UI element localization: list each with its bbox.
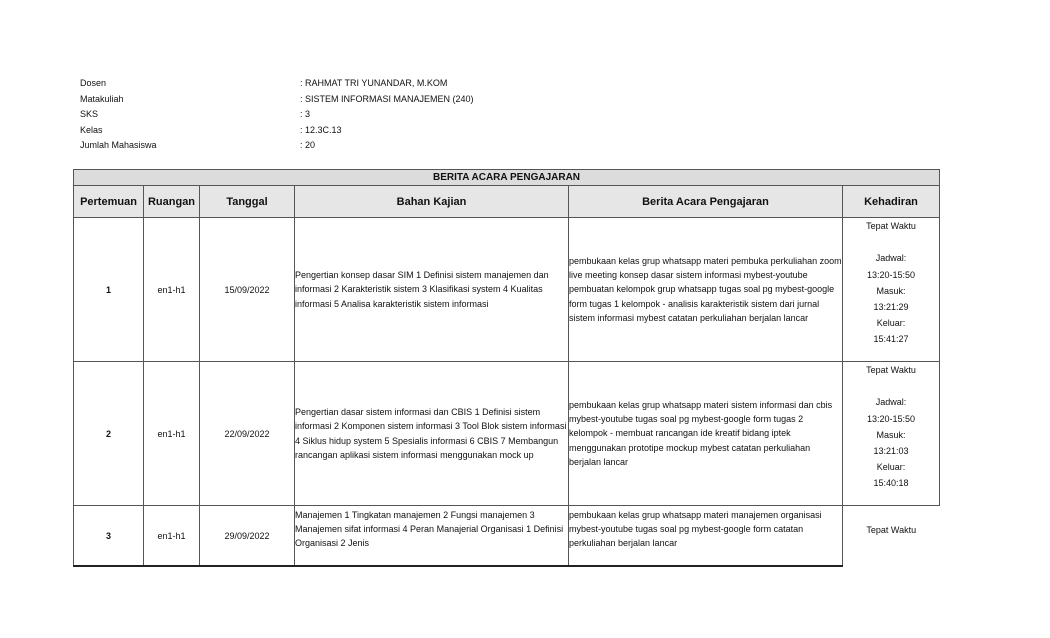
jumlah-mahasiswa-label: Jumlah Mahasiswa xyxy=(80,140,157,151)
jumlah-mahasiswa-value: : 20 xyxy=(300,140,316,151)
header-tanggal: Tanggal xyxy=(200,186,295,218)
ruangan-cell: en1-h1 xyxy=(144,506,200,567)
sks-label: SKS xyxy=(80,109,99,120)
matakuliah-label: Matakuliah xyxy=(80,93,124,104)
sks-value: : 3 xyxy=(300,109,311,120)
keluar-value: 15:41:27 xyxy=(873,334,909,345)
tanggal-cell: 29/09/2022 xyxy=(200,506,295,567)
tanggal-cell: 15/09/2022 xyxy=(200,218,295,362)
ruangan-cell: en1-h1 xyxy=(144,362,200,506)
teaching-report-table xyxy=(73,169,940,567)
attendance-status: Tepat Waktu xyxy=(866,221,916,231)
keluar-label: Keluar: xyxy=(876,462,906,473)
masuk-label: Masuk: xyxy=(876,285,906,296)
table-title-row xyxy=(74,170,940,186)
dosen-label: Dosen xyxy=(80,78,107,88)
matakuliah-row xyxy=(80,92,474,108)
bahan-kajian-cell: Pengertian dasar sistem informasi dan CBIS 1 Definisi sistem informasi 2 Komponen sistem informasi 3 Tool Blok sistem informasi 4 Siklus hidup system 5 Spesialis informasi 6 CBIS 7 Membangun rancangan aplikasi sistem informasi menggunakan mock up xyxy=(295,362,569,506)
kehadiran-cell xyxy=(843,506,940,567)
ruangan-cell: en1-h1 xyxy=(144,218,200,362)
attendance-status: Tepat Waktu xyxy=(866,365,916,375)
table-title: BERITA ACARA PENGAJARAN xyxy=(74,170,940,186)
kelas-label: Kelas xyxy=(80,124,103,135)
jadwal-value: 13:20-15:50 xyxy=(866,269,916,280)
table-row xyxy=(74,218,940,362)
jadwal-label: Jadwal: xyxy=(875,397,907,408)
keluar-value: 15:40:18 xyxy=(873,478,909,489)
header-bahan-kajian: Bahan Kajian xyxy=(295,186,569,218)
table-header-row xyxy=(74,186,940,218)
pertemuan-cell: 3 xyxy=(74,506,144,567)
jadwal-value: 13:20-15:50 xyxy=(866,413,916,424)
jadwal-label: Jadwal: xyxy=(875,253,907,264)
jumlah-mahasiswa-row xyxy=(80,138,474,154)
pertemuan-cell: 2 xyxy=(74,362,144,506)
matakuliah-value: : SISTEM INFORMASI MANAJEMEN (240) xyxy=(300,93,474,104)
dosen-value: : RAHMAT TRI YUNANDAR, M.KOM xyxy=(300,78,448,88)
sks-row xyxy=(80,107,474,123)
masuk-value: 13:21:03 xyxy=(873,446,909,456)
header-ruangan: Ruangan xyxy=(144,186,200,218)
header-kehadiran: Kehadiran xyxy=(843,186,940,218)
keluar-label: Keluar: xyxy=(876,318,906,329)
berita-acara-cell: pembukaan kelas grup whatsapp materi pembuka perkuliahan zoom live meeting konsep dasar sistem informasi mybest-youtube pembuatan kelompok grup whatsapp tugas soal pg mybest-google form tugas 1 kelompok - analisis karakteristik sistem dari jurnal sistem informasi mybest catatan perkuliahan berjalan lancar xyxy=(569,218,843,362)
kelas-row xyxy=(80,123,474,139)
bahan-kajian-cell: Manajemen 1 Tingkatan manajemen 2 Fungsi manajemen 3 Manajemen sifat informasi 4 Peran Manajerial Organisasi 1 Definisi Organisasi 2 Jenis xyxy=(295,506,569,567)
header-pertemuan: Pertemuan xyxy=(74,186,144,218)
berita-acara-cell: pembukaan kelas grup whatsapp materi manajemen organisasi mybest-youtube tugas soal pg mybest-google form catatan perkuliahan berjalan lancar xyxy=(569,506,843,567)
pertemuan-cell: 1 xyxy=(74,218,144,362)
kelas-value: : 12.3C.13 xyxy=(300,124,342,135)
table-row xyxy=(74,362,940,506)
header-berita-acara: Berita Acara Pengajaran xyxy=(569,186,843,218)
berita-acara-cell: pembukaan kelas grup whatsapp materi sistem informasi dan cbis mybest-youtube tugas soal pg mybest-google form tugas 2 kelompok - membuat rancangan ide kreatif bidang iptek menggunakan prototipe mockup mybest catatan perkuliahan berjalan lancar xyxy=(569,362,843,506)
dosen-row xyxy=(80,76,474,92)
masuk-value: 13:21:29 xyxy=(873,302,909,312)
masuk-label: Masuk: xyxy=(876,429,906,440)
course-info xyxy=(80,76,474,154)
table-row xyxy=(74,506,940,567)
tanggal-cell: 22/09/2022 xyxy=(200,362,295,506)
bahan-kajian-cell: Pengertian konsep dasar SIM 1 Definisi sistem manajemen dan informasi 2 Karakteristik sistem 3 Klasifikasi system 4 Kualitas informasi 5 Analisa karakteristik sistem informasi xyxy=(295,218,569,362)
attendance-status: Tepat Waktu xyxy=(866,525,917,535)
kehadiran-cell xyxy=(843,362,940,506)
kehadiran-cell xyxy=(843,218,940,362)
